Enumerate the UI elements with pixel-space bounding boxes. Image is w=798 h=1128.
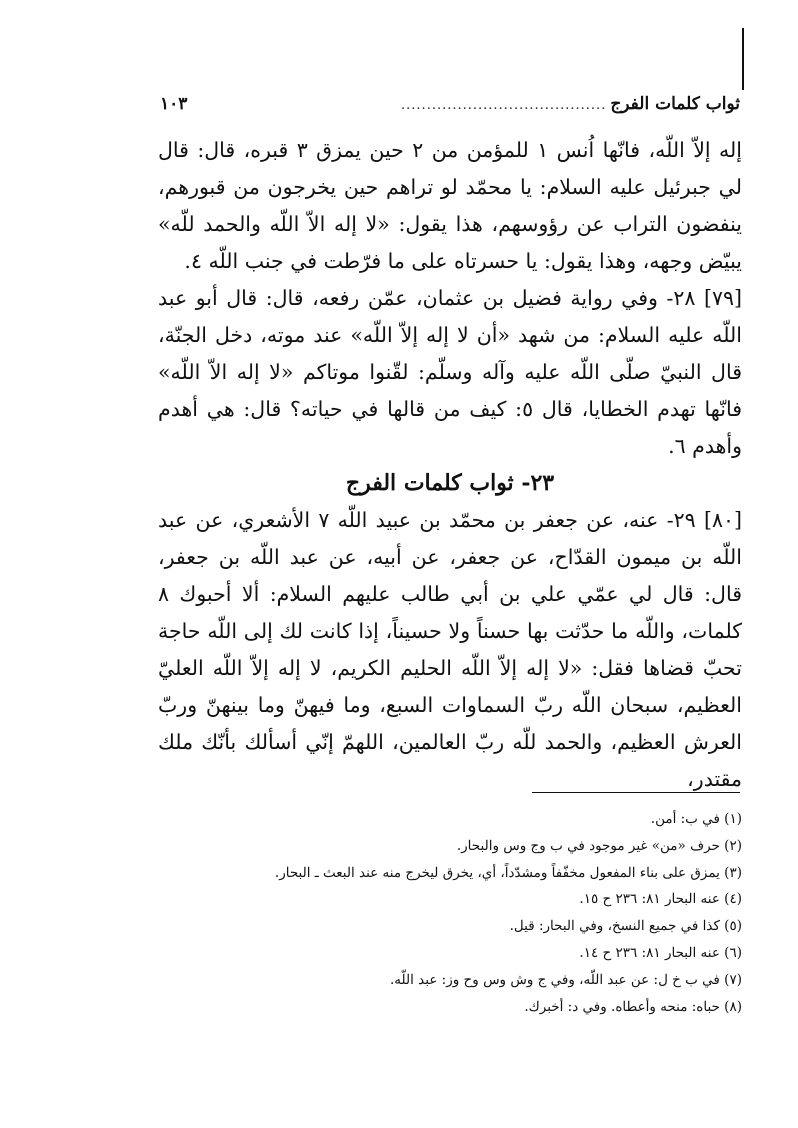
running-title: ثواب كلمات الفرج — [610, 94, 740, 114]
paragraph-hadith-80: [٨٠] ٢٩- عنه، عن جعفر بن محمّد بن عبيد اللّه ٧ الأشعري، عن عبد اللّه بن ميمون القدّاح، عن جعفر، عن أبيه، عن عبد اللّه بن جعفر، قال: قال لي عمّي علي بن أبي طالب عليهم السلام: ألا أحبوك ٨ كلمات، واللّه ما حدّثت بها حسناً ولا حسيناً، إذا كانت لك إلى اللّه حاجة تحبّ قضاها فقل: «لا إله إلاّ اللّه الحليم الكريم، لا إله إلاّ اللّه العليّ العظيم، سبحان اللّه ربّ السماوات السبع، وما فيهنّ وما بينهنّ وربّ العرش العظيم، والحمد للّه ربّ العالمين، اللهمّ إنّي أسألك بأنّك ملك مقتدر، — [158, 508, 742, 791]
footnote-item: (١) في ب: أمن. — [650, 811, 742, 827]
footnote-item: (٥) كذا في جميع النسخ، وفي البحار: قيل. — [509, 918, 742, 935]
header-leader-dots: ........................................ — [401, 98, 607, 113]
footnote-separator — [532, 792, 740, 793]
paragraph-hadith-79: [٧٩] ٢٨- وفي رواية فضيل بن عثمان، عمّن رفعه، قال: قال أبو عبد اللّه عليه السلام: من شهد «أن لا إله إلاّ اللّه» عند موته، دخل الجنّة، قال النبيّ صلّى اللّه عليه وآله وسلّم: لقّنوا موتاكم «لا إله الاّ اللّه» فانّها تهدم الخطايا، قال ٥: كيف من قالها في حياته؟ قال: هي أهدم وأهدم ٦. — [158, 286, 742, 458]
footnote-item: (٧) في ب خ ل: عن عبد اللّه، وفي ج وش وس وح وز: عبد اللّه. — [390, 971, 742, 988]
footnote-item: (٢) حرف «من» غير موجود في ب وج وس والبحار. — [456, 837, 742, 854]
footnote-item: (٤) عنه البحار ٨١: ٢٣٦ ح ١٥. — [579, 891, 742, 908]
footnotes — [158, 806, 742, 1020]
running-header — [160, 94, 740, 120]
paragraph-continuation: إله إلاّ اللّه، فانّها اُنس ١ للمؤمن من ٢ حين يمزق ٣ قبره، قال: قال لي جبرئيل عليه السلام: يا محمّد لو تراهم حين يخرجون من قبورهم، ينفضون التراب عن رؤوسهم، هذا يقول: «لا إله الاّ اللّه والحمد للّه» يبيّض وجهه، وهذا يقول: يا حسرتاه على ما فرّطت في جنب اللّه ٤. — [158, 138, 742, 273]
section-heading: ٢٣- ثواب كلمات الفرج — [345, 470, 555, 496]
footnote-item: (٨) حباه: منحه وأعطاه. وفي د: أخبرك. — [524, 998, 742, 1015]
main-text — [158, 132, 742, 798]
margin-rule — [742, 28, 744, 90]
footnote-item: (٦) عنه البحار ٨١: ٢٣٦ ح ١٤. — [579, 944, 742, 961]
page-number: ١٠٣ — [160, 94, 188, 114]
footnote-item: (٣) يمزق على بناء المفعول مخفّفاً ومشدّداً، أي، يخرق ليخرج منه عند البعث ـ البحار. — [274, 864, 742, 881]
